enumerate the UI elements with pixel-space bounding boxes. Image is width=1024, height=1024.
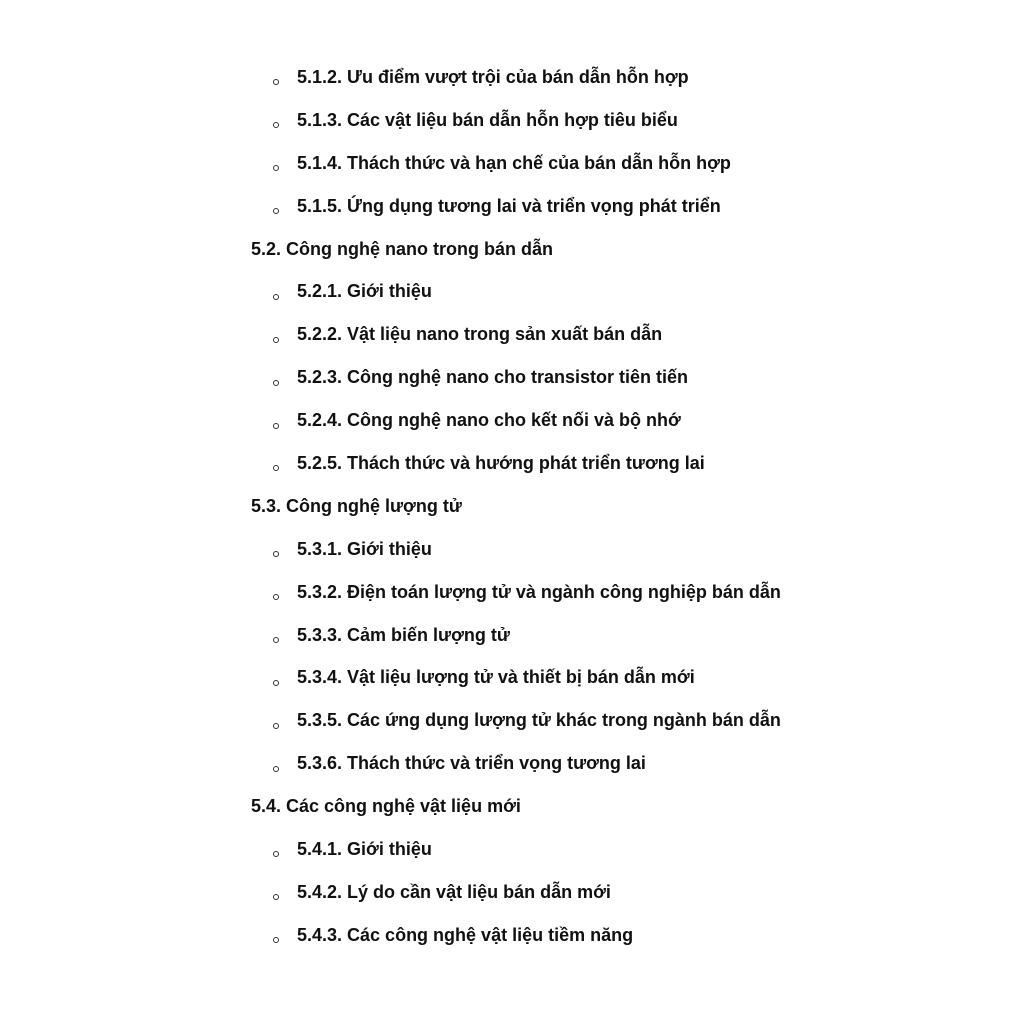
hollow-circle-bullet-icon [273,637,279,643]
hollow-circle-bullet-icon [273,894,279,900]
hollow-circle-bullet-icon [273,680,279,686]
toc-subsection-5-3-3 [0,614,1024,657]
hollow-circle-bullet-icon [273,337,279,343]
hollow-circle-bullet-icon [273,380,279,386]
toc-subsection-label: 5.1.4. Thách thức và hạn chế của bán dẫn hỗn hợp [297,152,731,173]
hollow-circle-bullet-icon [273,551,279,557]
hollow-circle-bullet-icon [273,723,279,729]
toc-subsection-label: 5.3.6. Thách thức và triển vọng tương lai [297,753,646,774]
toc-subsection-5-1-3 [0,99,1024,142]
toc-subsection-5-2-2 [0,313,1024,356]
toc-subsection-label: 5.3.5. Các ứng dụng lượng tử khác trong ngành bán dẫn [297,710,781,731]
toc-subsection-5-3-2 [0,571,1024,614]
hollow-circle-bullet-icon [273,465,279,471]
toc-subsection-5-3-1 [0,528,1024,571]
toc-subsection-5-2-5 [0,442,1024,485]
hollow-circle-bullet-icon [273,294,279,300]
toc-subsection-label: 5.2.4. Công nghệ nano cho kết nối và bộ nhớ [297,410,681,431]
toc-section-5-3 [0,485,1024,528]
table-of-contents [0,56,1024,957]
toc-section-5-4 [0,785,1024,828]
toc-subsection-label: 5.3.2. Điện toán lượng tử và ngành công nghiệp bán dẫn [297,581,781,602]
hollow-circle-bullet-icon [273,122,279,128]
toc-subsection-label: 5.3.3. Cảm biến lượng tử [297,624,510,645]
toc-subsection-label: 5.2.1. Giới thiệu [297,281,432,302]
hollow-circle-bullet-icon [273,165,279,171]
toc-subsection-5-2-4 [0,399,1024,442]
toc-subsection-label: 5.2.5. Thách thức và hướng phát triển tương lai [297,453,705,474]
toc-subsection-label: 5.4.3. Các công nghệ vật liệu tiềm năng [297,924,634,945]
hollow-circle-bullet-icon [273,594,279,600]
toc-subsection-label: 5.4.1. Giới thiệu [297,839,432,860]
toc-subsection-label: 5.1.3. Các vật liệu bán dẫn hỗn hợp tiêu biểu [297,109,678,130]
hollow-circle-bullet-icon [273,208,279,214]
toc-subsection-5-4-2 [0,871,1024,914]
toc-subsection-5-3-4 [0,656,1024,699]
toc-subsection-5-3-6 [0,742,1024,785]
toc-subsection-5-1-2 [0,56,1024,99]
toc-subsection-5-2-3 [0,356,1024,399]
toc-subsection-label: 5.2.3. Công nghệ nano cho transistor tiên tiến [297,367,689,388]
toc-subsection-label: 5.4.2. Lý do cần vật liệu bán dẫn mới [297,881,611,902]
toc-subsection-label: 5.1.5. Ứng dụng tương lai và triển vọng phát triển [297,195,721,216]
toc-subsection-label: 5.1.2. Ưu điểm vượt trội của bán dẫn hỗn hợp [297,67,689,87]
hollow-circle-bullet-icon [273,937,279,943]
hollow-circle-bullet-icon [273,851,279,857]
hollow-circle-bullet-icon [273,423,279,429]
toc-subsection-label: 5.3.1. Giới thiệu [297,538,432,559]
toc-subsection-5-2-1 [0,270,1024,313]
toc-subsection-5-1-4 [0,142,1024,185]
hollow-circle-bullet-icon [273,766,279,772]
toc-subsection-5-4-1 [0,828,1024,871]
toc-section-label: 5.2. Công nghệ nano trong bán dẫn [251,238,553,259]
hollow-circle-bullet-icon [273,79,279,85]
toc-subsection-5-4-3 [0,914,1024,957]
toc-subsection-label: 5.2.2. Vật liệu nano trong sản xuất bán dẫn [297,324,663,345]
toc-section-label: 5.4. Các công nghệ vật liệu mới [251,796,521,817]
toc-subsection-5-3-5 [0,699,1024,742]
toc-section-label: 5.3. Công nghệ lượng tử [251,495,462,516]
toc-subsection-label: 5.3.4. Vật liệu lượng tử và thiết bị bán dẫn mới [297,667,695,688]
toc-subsection-5-1-5 [0,185,1024,228]
toc-section-5-2 [0,228,1024,271]
